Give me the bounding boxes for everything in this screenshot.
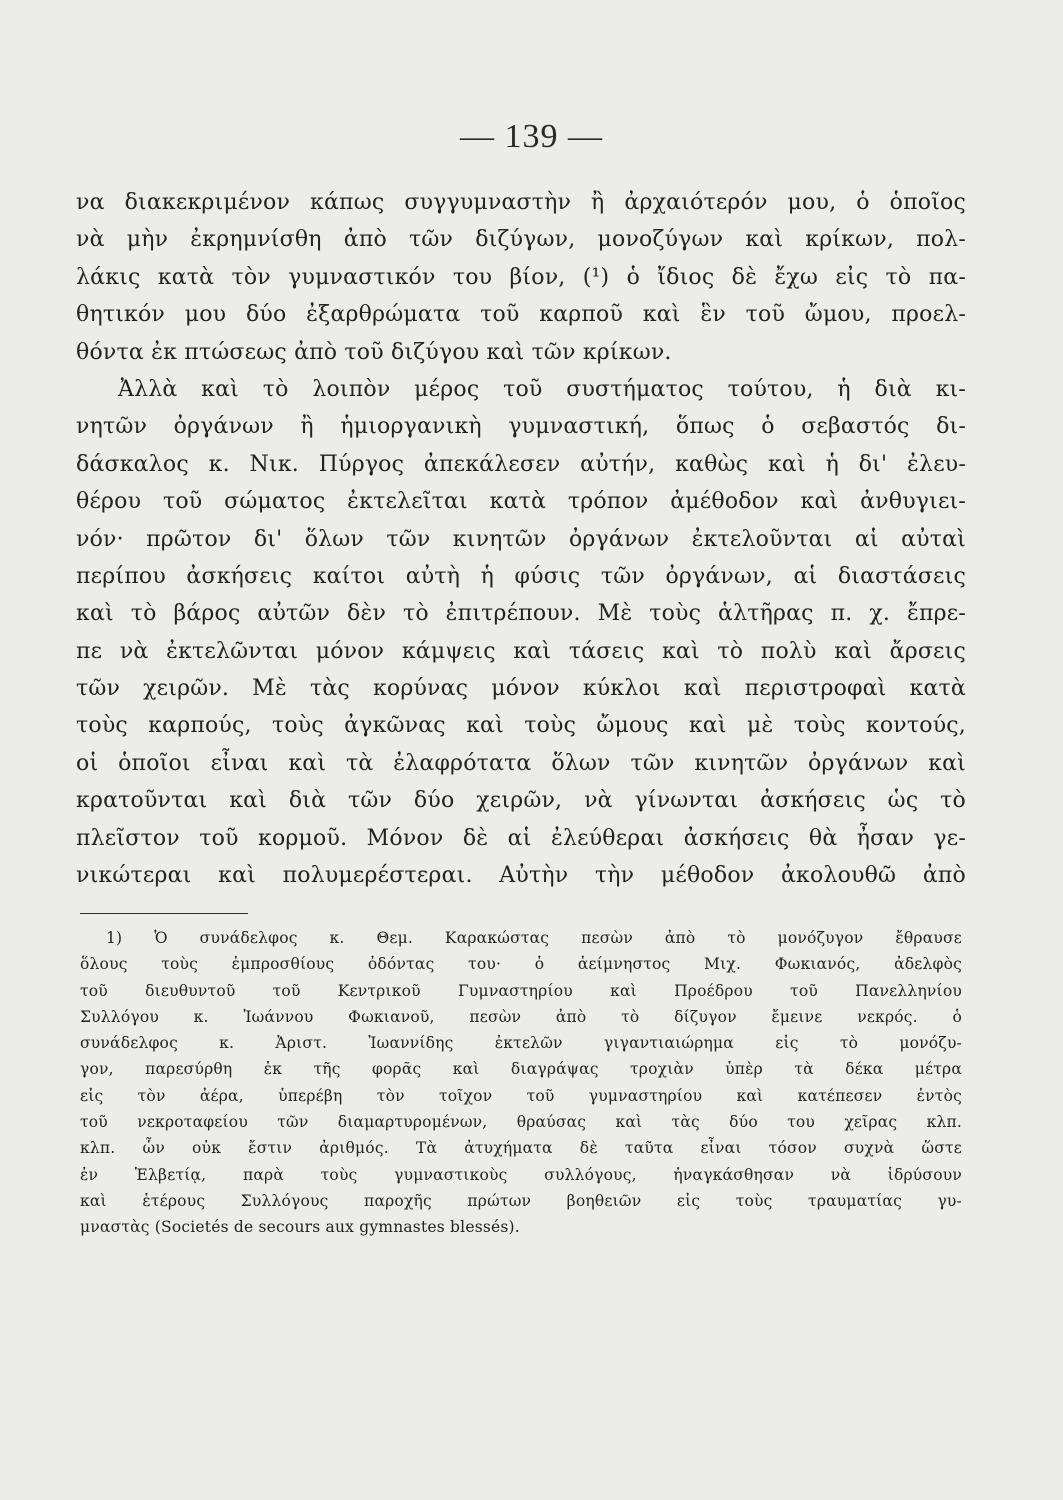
body-line: τῶν χειρῶν. Μὲ τὰς κορύνας μόνον κύκλοι καὶ περιστροφαὶ κατὰ [76, 676, 966, 702]
body-line: κρατοῦνται καὶ διὰ τῶν δύο χειρῶν, νὰ γίνωνται ἀσκήσεις ὡς τὸ [76, 788, 966, 814]
body-line: νικώτεραι καὶ πολυμερέστεραι. Αὐτὴν τὴν μέθοδον ἀκολουθῶ ἀπὸ [76, 863, 966, 889]
body-line: οἱ ὁποῖοι εἶναι καὶ τὰ ἐλαφρότατα ὅλων τῶν κινητῶν ὀργάνων καὶ [76, 750, 966, 776]
body-line: τοὺς καρπούς, τοὺς ἀγκῶνας καὶ τοὺς ὤμους καὶ μὲ τοὺς κοντούς, [76, 713, 966, 739]
body-line: πε νὰ ἐκτελῶνται μόνον κάμψεις καὶ τάσεις καὶ τὸ πολὺ καὶ ἄρσεις [76, 638, 966, 664]
body-line: θητικόν μου δύο ἐξαρθρώματα τοῦ καρποῦ καὶ ἓν τοῦ ὤμου, προελ- [76, 302, 966, 328]
body-line: δάσκαλος κ. Νικ. Πύργος ἀπεκάλεσεν αὐτήν, καθὼς καὶ ἡ δι' ἐλευ- [76, 451, 966, 477]
footnote [80, 925, 962, 1241]
footnote-line: γον, παρεσύρθη ἐκ τῆς φορᾶς καὶ διαγράψας τροχιὰν ὑπὲρ τὰ δέκα μέτρα [80, 1060, 962, 1079]
body-line: νὰ μὴν ἐκρημνίσθη ἀπὸ τῶν διζύγων, μονοζύγων καὶ κρίκων, πολ- [76, 227, 966, 253]
body-line: νητῶν ὀργάνων ἢ ἡμιοργανικὴ γυμναστική, ὅπως ὁ σεβαστός δι- [76, 414, 966, 440]
body-line: περίπου ἀσκήσεις καίτοι αὐτὴ ἡ φύσις τῶν ὀργάνων, αἱ διαστάσεις [76, 563, 966, 589]
page-number: — 139 — [460, 118, 603, 155]
body-line: καὶ τὸ βάρος αὐτῶν δὲν τὸ ἐπιτρέπουν. Μὲ τοὺς ἁλτῆρας π. χ. ἔπρε- [76, 601, 966, 627]
footnote-line: ἐν Ἑλβετίᾳ, παρὰ τοὺς γυμναστικοὺς συλλόγους, ἠναγκάσθησαν νὰ ἱδρύσουν [80, 1165, 962, 1184]
body-line: Ἀλλὰ καὶ τὸ λοιπὸν μέρος τοῦ συστήματος τούτου, ἡ διὰ κι- [118, 376, 966, 402]
body-line: θόντα ἐκ πτώσεως ἀπὸ τοῦ διζύγου καὶ τῶν κρίκων. [76, 339, 672, 365]
footnote-line: 1) Ὁ συνάδελφος κ. Θεμ. Καρακώστας πεσὼν ἀπὸ τὸ μονόζυγον ἔθραυσε [106, 929, 962, 947]
footnote-line: κλπ. ὧν οὐκ ἔστιν ἀριθμός. Τὰ ἀτυχήματα δὲ ταῦτα εἶναι τόσον συχνὰ ὥστε [80, 1139, 962, 1158]
body-text [76, 184, 966, 894]
footnote-divider [80, 913, 248, 914]
footnote-line: Συλλόγου κ. Ἰωάννου Φωκιανοῦ, πεσὼν ἀπὸ τὸ δίζυγον ἔμεινε νεκρός. ὁ [80, 1007, 962, 1026]
footnote-line: καὶ ἑτέρους Συλλόγους παροχῆς πρώτων βοηθειῶν εἰς τοὺς τραυματίας γυ- [80, 1191, 962, 1210]
footnote-line: τοῦ νεκροταφείου τῶν διαμαρτυρομένων, θραύσας καὶ τὰς δύο του χεῖρας κλπ. [80, 1113, 962, 1132]
body-line: νόν· πρῶτον δι' ὅλων τῶν κινητῶν ὀργάνων ἐκτελοῦνται αἱ αὐταὶ [76, 526, 966, 552]
footnote-line: ὅλους τοὺς ἐμπροσθίους ὀδόντας του· ὁ ἀείμνηστος Μιχ. Φωκιανός, ἀδελφὸς [80, 955, 962, 974]
footnote-line: μναστὰς (Societés de secours aux gymnastes blessés). [80, 1218, 520, 1237]
body-line: λάκις κατὰ τὸν γυμναστικόν του βίον, (¹) ὁ ἴδιος δὲ ἔχω εἰς τὸ πα- [76, 264, 966, 290]
body-line: πλεῖστον τοῦ κορμοῦ. Μόνον δὲ αἱ ἐλεύθεραι ἀσκήσεις θὰ ἦσαν γε- [76, 825, 966, 851]
body-line: θέρου τοῦ σώματος ἐκτελεῖται κατὰ τρόπον ἀμέθοδον καὶ ἀνθυγιει- [76, 489, 966, 515]
footnote-line: συνάδελφος κ. Ἀριστ. Ἰωαννίδης ἐκτελῶν γιγαντιαιώρημα εἰς τὸ μονόζυ- [80, 1034, 962, 1053]
footnote-line: τοῦ διευθυντοῦ τοῦ Κεντρικοῦ Γυμναστηρίου καὶ Προέδρου τοῦ Πανελληνίου [80, 981, 962, 1000]
body-line: να διακεκριμένον κάπως συγγυμναστὴν ἢ ἀρχαιότερόν μου, ὁ ὁποῖος [76, 190, 966, 215]
footnote-line: εἰς τὸν ἀέρα, ὑπερέβη τὸν τοῖχον τοῦ γυμναστηρίου καὶ κατέπεσεν ἐντὸς [80, 1086, 962, 1105]
